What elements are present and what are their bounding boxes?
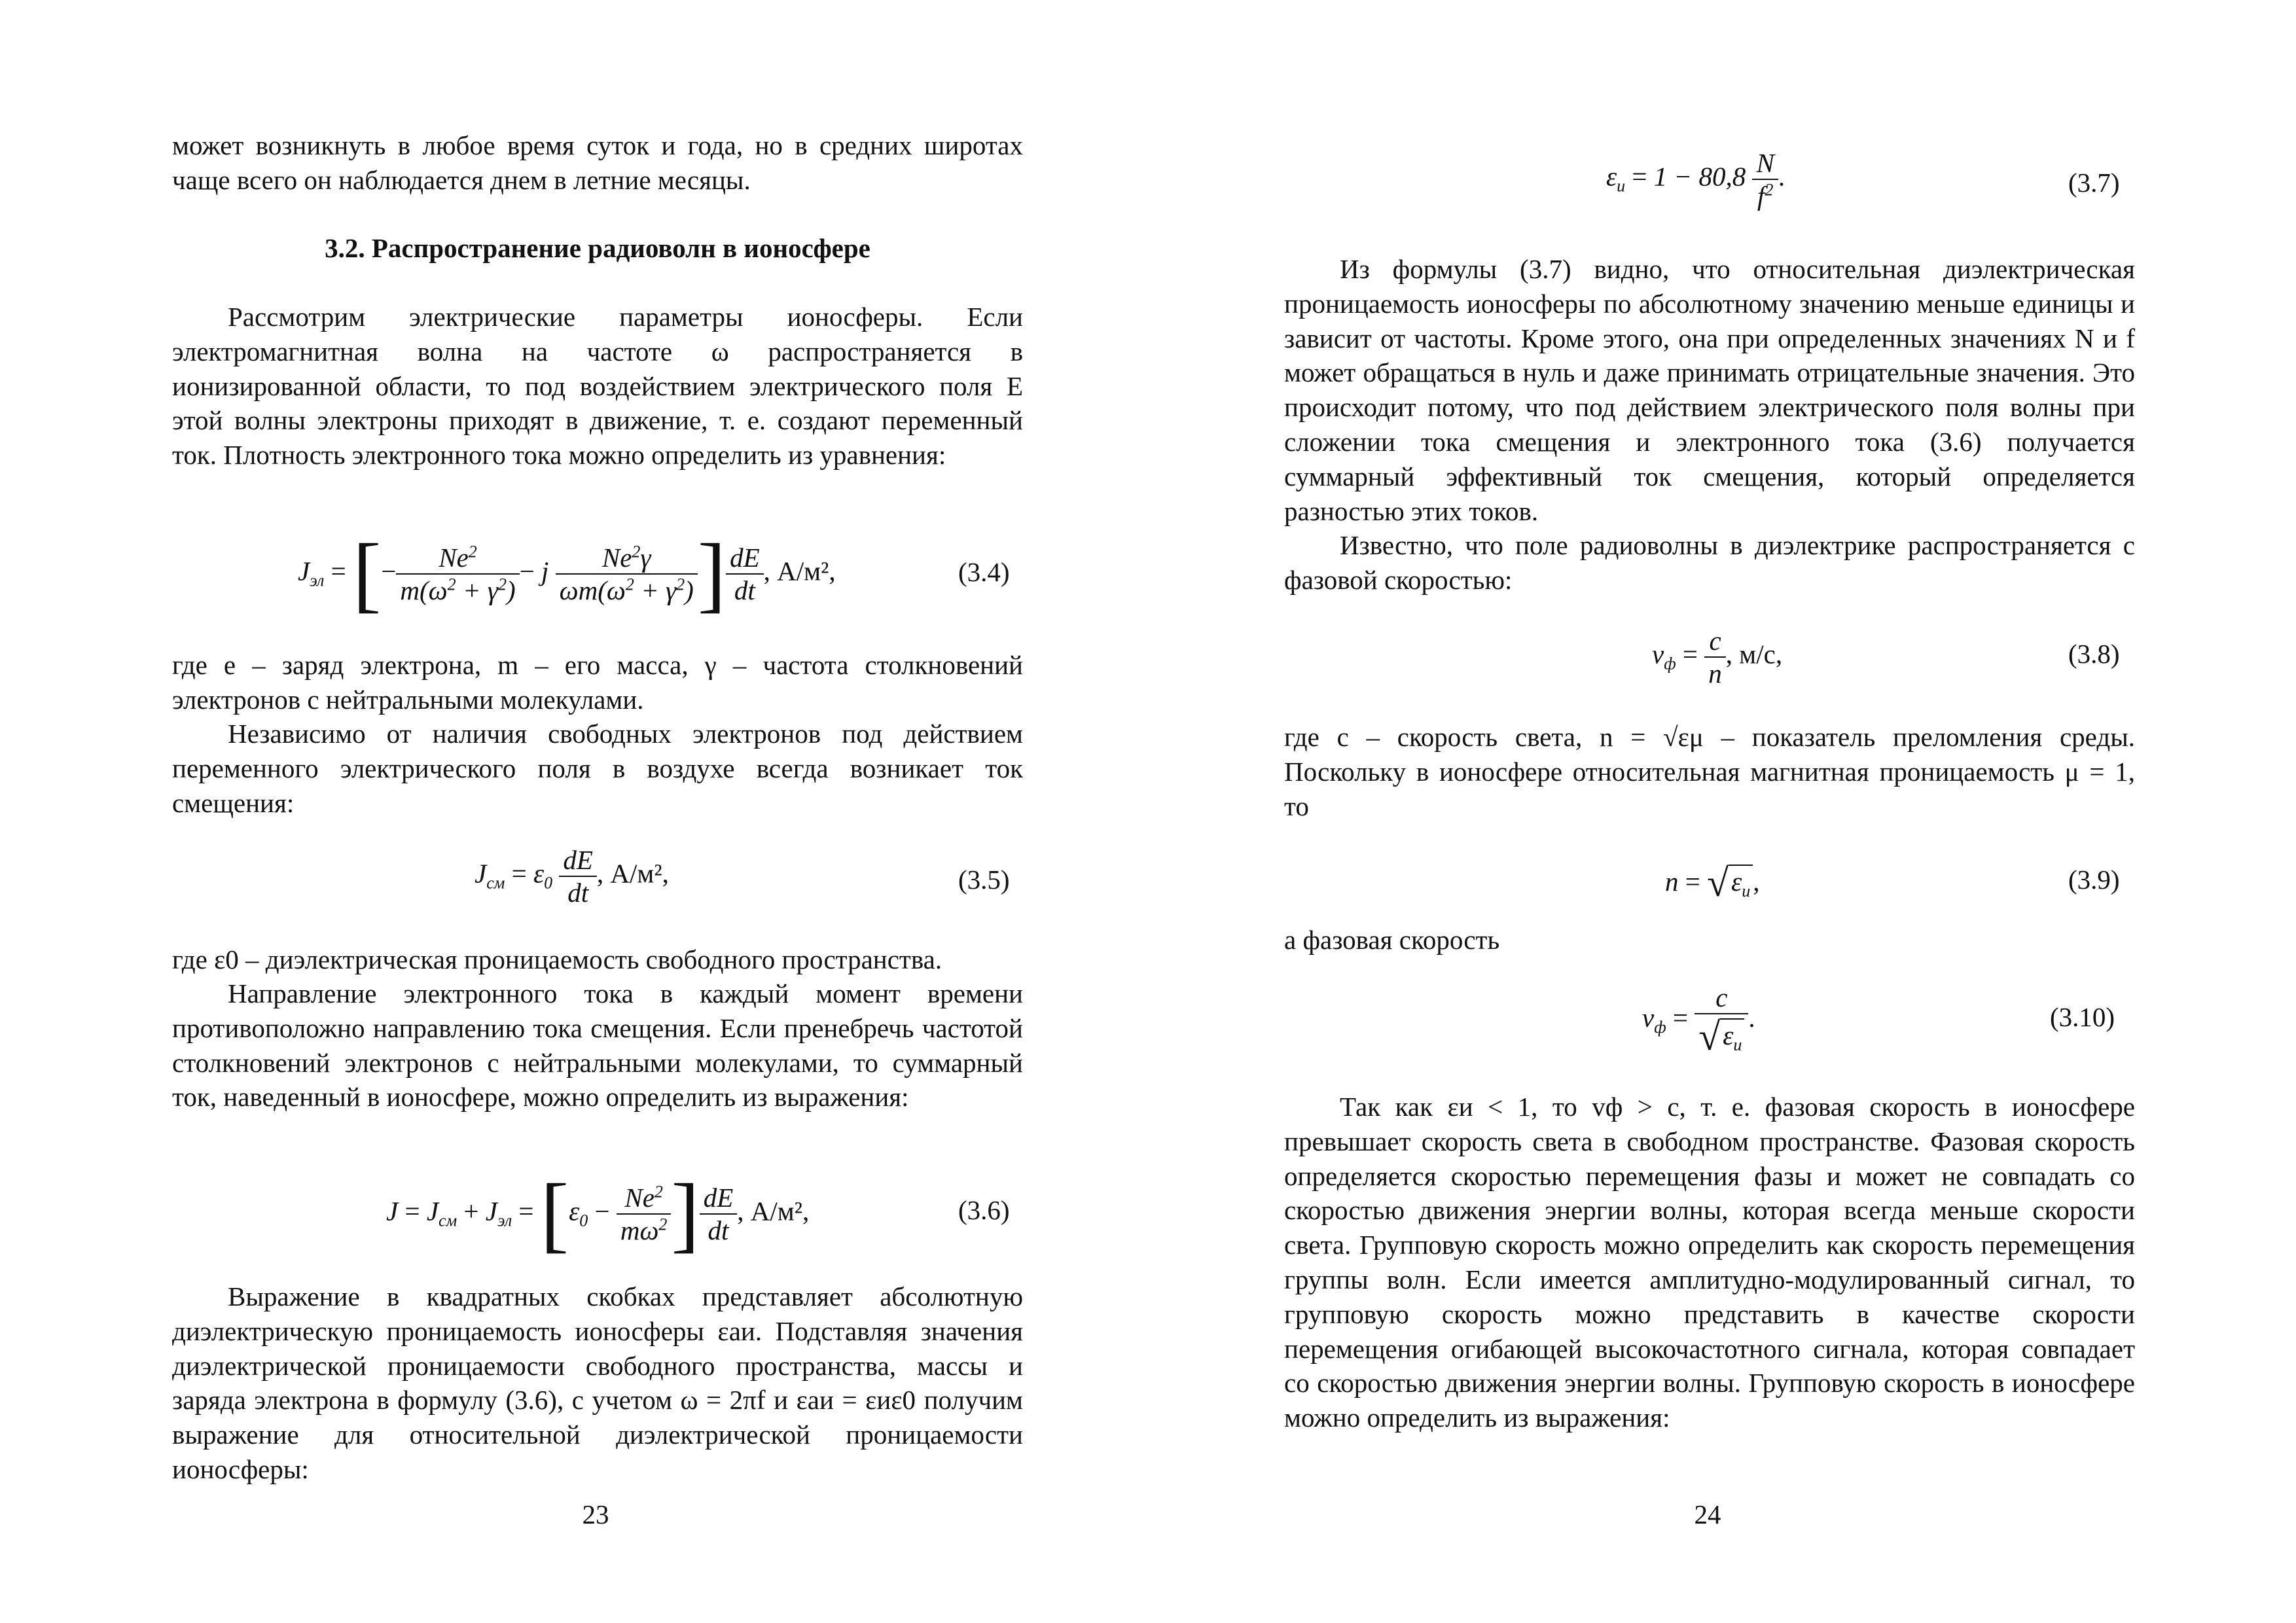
- equation-3-7-number: (3.7): [2068, 168, 2120, 198]
- equation-3-7: $\varepsilon_и = 1 - 80,8$ $\frac{N}{f^2}$ .: [1606, 148, 1785, 211]
- equation-3-6: $J = J_{см} + J_{эл} = [\varepsilon_0$ − $\frac{Ne^2}{m\omega^2}$ ] $\frac{dE}{dt}$ , А/м²,: [386, 1167, 810, 1261]
- paragraph-4: а фазовая скорость: [1284, 925, 1500, 955]
- paragraph-4: где ε0 – диэлектрическая проницаемость свободного пространства.: [172, 944, 942, 974]
- paragraph-continuation: может возникнуть в любое время суток и года, но в средних широтах чаще всего он наблюдается днем в летние месяцы.: [172, 130, 1023, 195]
- equation-3-9-number: (3.9): [2068, 865, 2120, 895]
- paragraph-1: Из формулы (3.7) видно, что относительная диэлектрическая проницаемость ионосферы по абсолютному значению меньше единицы и зависит от частоты. Кроме этого, она при определенных значениях N и f может обращаться в нуль и даже принимать отрицательные значения. Это происходит потому, что под действием электрического поля волны при сложении тока смещения и электронного тока (3.6) получается суммарный эффективный ток смещения, который определяется разностью этих токов.: [1284, 254, 2135, 526]
- equation-3-5: $J_{см} = \varepsilon_0$ $\frac{dE}{dt}$ , А/м²,: [475, 845, 669, 908]
- section-heading: 3.2. Распространение радиоволн в ионосфере: [325, 233, 870, 263]
- equation-3-4: $J_{эл}$ = [− $\frac{Ne^2}{m(\omega^2 + \gamma^2)}$ − j $\frac{Ne^2\gamma}{\omega m(\omega^2 + \gamma^2)}$ ] $\frac{dE}{dt}$ , А/м²,: [298, 527, 836, 621]
- equation-3-6-unit: , А/м²,: [737, 1196, 810, 1226]
- equation-3-4-number: (3.4): [958, 557, 1010, 587]
- equation-3-5-unit: , А/м²,: [596, 858, 669, 889]
- equation-3-8-number: (3.8): [2068, 639, 2120, 669]
- equation-3-10-number: (3.10): [2050, 1002, 2115, 1032]
- paragraph-3: Независимо от наличия свободных электронов под действием переменного электрического поля в воздухе всегда возникает ток смещения:: [172, 719, 1023, 818]
- page-right: [1148, 0, 2296, 1623]
- paragraph-1: Рассмотрим электрические параметры ионосферы. Если электромагнитная волна на частоте ω распространяется в ионизированной области, то под воздействием электрического поля E этой волны электроны приходят в движение, т. е. создают переменный ток. Плотность электронного тока можно определить из уравнения:: [172, 302, 1023, 471]
- equation-3-4-unit: , А/м²,: [763, 556, 836, 586]
- paragraph-5: Направление электронного тока в каждый момент времени противоположно направлению тока смещения. Если пренебречь частотой столкновений электронов с нейтральными молекулами, то суммарный ток, наведенный в ионосфере, можно определить из выражения:: [172, 978, 1023, 1113]
- equation-3-8-unit: , м/с,: [1725, 639, 1783, 669]
- equation-3-10: $v_ф$ = $\frac{c}{√\varepsilon_и}$ .: [1642, 982, 1755, 1058]
- paragraph-2: Известно, что поле радиоволны в диэлектрике распространяется с фазовой скоростью:: [1284, 530, 2135, 595]
- page-number: 24: [1694, 1499, 1721, 1529]
- paragraph-2: где e – заряд электрона, m – его масса, γ – частота столкновений электронов с нейтральными молекулами.: [172, 650, 1023, 715]
- paragraph-5: Так как εи < 1, то vф > c, т. е. фазовая скорость в ионосфере превышает скорость света в свободном пространстве. Фазовая скорость определяется скоростью перемещения фазы и может не совпадать со скоростью движения энергии волны, которая всегда меньше скорости света. Групповую скорость можно определить как скорость перемещения группы волн. Если имеется амплитудно-модулированный сигнал, то групповую скорость можно представить в качестве скорости перемещения огибающей высокочастотного сигнала, которая совпадает со скоростью движения энергии волны. Групповую скорость в ионосфере можно определить из выражения:: [1284, 1092, 2135, 1433]
- equation-3-5-number: (3.5): [958, 865, 1010, 895]
- paragraph-3: где c – скорость света, n = √εμ – показатель преломления среды. Поскольку в ионосфере относительная магнитная проницаемость μ = 1, то: [1284, 722, 2135, 821]
- equation-3-9: $n = √\varepsilon_и$,: [1665, 861, 1760, 904]
- page-number: 23: [582, 1499, 609, 1529]
- paragraph-6: Выражение в квадратных скобках представляет абсолютную диэлектрическую проницаемость ионосферы εаи. Подставляя значения диэлектрической проницаемости свободного пространства, массы и заряда электрона в формулу (3.6), с учетом ω = 2πf и εаи = εиε0 получим выражение для относительной диэлектрической проницаемости ионосферы:: [172, 1281, 1023, 1484]
- equation-3-6-number: (3.6): [958, 1195, 1010, 1225]
- equation-3-8: $v_ф$ = $\frac{c}{n}$ , м/с,: [1652, 626, 1783, 688]
